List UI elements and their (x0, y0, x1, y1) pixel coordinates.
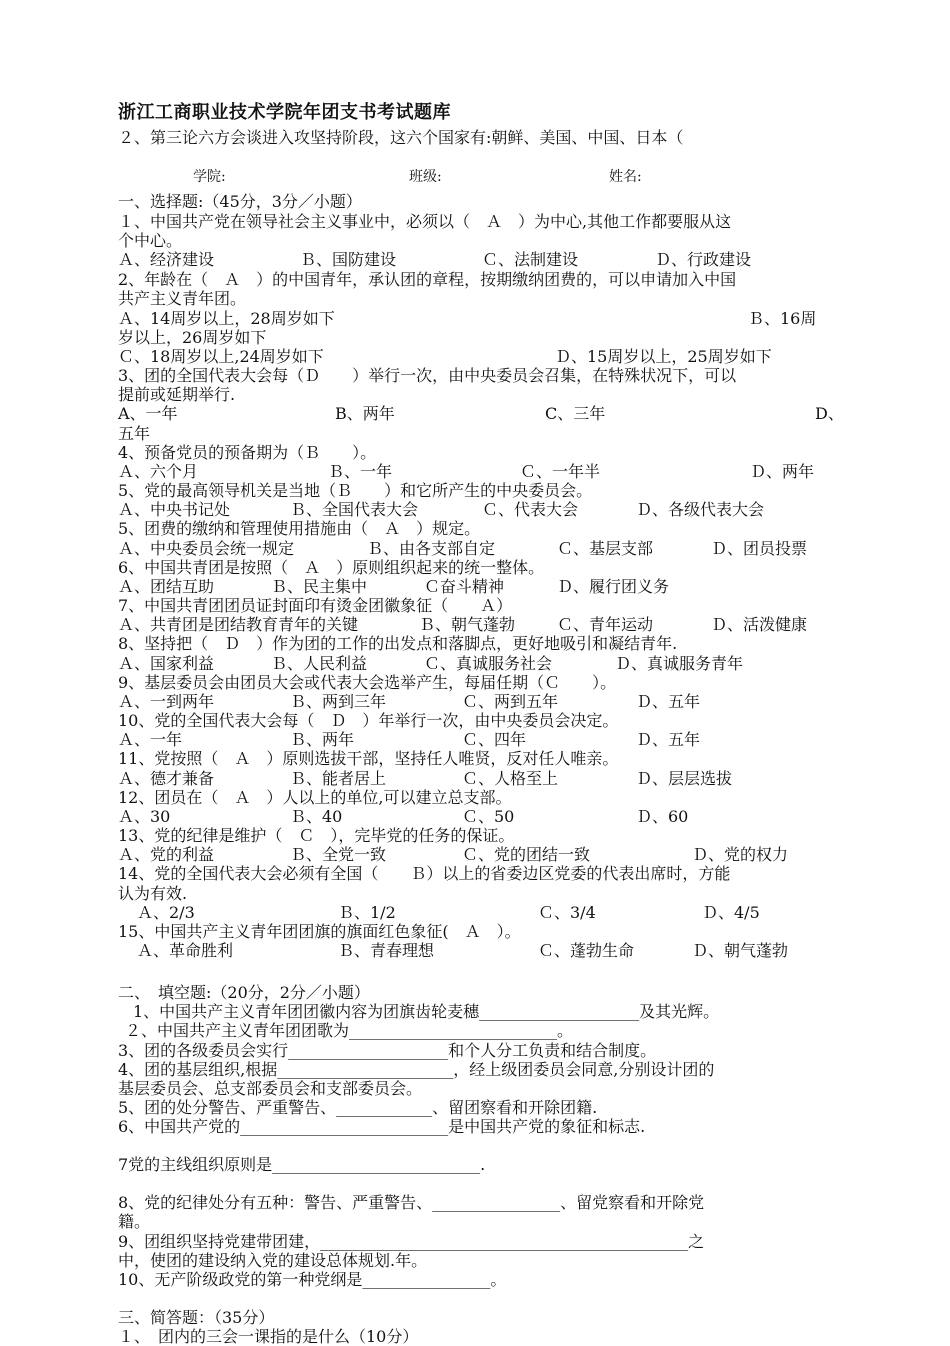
question-line: １、中国共产党在领导社会主义事业中，必须以（ Ａ ）为中心,其他工作都要服从这 (118, 212, 732, 231)
fill-blank-line: 6、中国共产党的__________________________是中国共产党的象征和标志. (118, 1117, 646, 1136)
answer-option: Ｂ、1/2 (338, 903, 396, 922)
answer-option: A、一年 (118, 404, 178, 423)
fill-blank-line: 籍。 (118, 1212, 151, 1231)
question-line: 3、团的全国代表大会每（Ｄ ）举行一次，由中央委员会召集，在特殊状况下，可以 (118, 366, 737, 385)
question-line: 13、党的纪律是维护（ Ｃ ），完毕党的任务的保证。 (118, 826, 515, 845)
question-line: 8、坚持把（ Ｄ ）作为团的工作的出发点和落脚点，更好地吸引和凝结青年. (118, 634, 678, 653)
question-line: 5、团费的缴纳和管理使用措施由（ Ａ ）规定。 (118, 519, 481, 538)
answer-option: Ｂ、国防建设 (300, 250, 397, 269)
answer-option: Ｂ、全党一致 (290, 845, 387, 864)
question-line: 15、中国共产主义青年团团旗的旗面红色象征( Ａ ）。 (118, 922, 521, 941)
fill-blank-line: 7党的主线组织原则是__________________________. (118, 1155, 486, 1174)
answer-option: 五年 (118, 424, 151, 443)
answer-option: Ｂ、两年 (290, 730, 355, 749)
answer-option: Ａ、六个月 (118, 462, 199, 481)
answer-option: Ｂ、16周 (748, 309, 817, 328)
answer-option: Ａ、30 (118, 807, 171, 826)
answer-option: Ｃ、青年运动 (557, 615, 654, 634)
answer-option: Ａ、14周岁以上，28周岁如下 (118, 309, 335, 328)
answer-option: Ｄ、各级代表大会 (636, 500, 765, 519)
answer-option: Ｄ、履行团义务 (557, 577, 670, 596)
section2-heading: 二、 填空题:（20分，2分／小题） (118, 983, 370, 1002)
fill-blank-line: 4、团的基层组织,根据______________________，经上级团委员会同意,分别设计团的 (118, 1060, 715, 1079)
answer-option: Ｄ、真诚服务青年 (615, 654, 744, 673)
question-line: 4、预备党员的预备期为（Ｂ ）。 (118, 443, 377, 462)
answer-option: Ｃ、真诚服务社会 (424, 654, 553, 673)
question-line: 7、中国共青团团员证封面印有烫金团徽象征（ Ａ） (118, 596, 513, 615)
answer-option: Ｃ、人格至上 (462, 769, 559, 788)
answer-option: Ａ、经济建设 (118, 250, 215, 269)
answer-option: Ｄ、五年 (636, 730, 701, 749)
answer-option: 岁以上，26周岁如下 (118, 328, 267, 347)
answer-option: Ａ、团结互助 (118, 577, 215, 596)
question-line: 10、党的全国代表大会每（ Ｄ ）年举行一次，由中央委员会决定。 (118, 711, 619, 730)
fill-blank-line: 3、团的各级委员会实行____________________和个人分工负责和结合制度。 (118, 1041, 657, 1060)
fill-blank-line: 基层委员会、总支部委员会和支部委员会。 (118, 1079, 423, 1098)
section1-heading: 一、选择题:（45分，3分／小题） (118, 192, 362, 211)
answer-option: Ｃ奋斗精神 (424, 577, 505, 596)
question-line: 5、党的最高领导机关是当地（Ｂ ）和它所产生的中央委员会。 (118, 481, 593, 500)
question-line: 12、团员在（ Ａ ）人以上的单位,可以建立总支部。 (118, 788, 512, 807)
fill-blank-line: 中，使团的建设纳入党的建设总体规划.年。 (118, 1251, 428, 1270)
answer-option: D、 (815, 404, 844, 423)
answer-option: Ｄ、层层选拔 (636, 769, 733, 788)
document-title: 浙江工商职业技术学院年团支书考试题库 (118, 102, 451, 123)
answer-option: Ａ、德才兼备 (118, 769, 215, 788)
question-line: 2、年龄在（ Ａ ）的中国青年，承认团的章程，按期缴纳团费的，可以申请加入中国 (118, 270, 737, 289)
answer-option: Ｃ、代表大会 (482, 500, 579, 519)
answer-option: Ｃ、3/4 (538, 903, 596, 922)
fill-blank-line: 5、团的处分警告、严重警告、____________、留团察看和开除团籍. (118, 1098, 598, 1117)
question-line: 共产主义青年团。 (118, 289, 247, 308)
question-line: 提前或延期举行. (118, 385, 236, 404)
fill-blank-line: 8、党的纪律处分有五种：警告、严重警告、________________、留党察看和开除党 (118, 1193, 705, 1212)
answer-option: Ｂ、一年 (328, 462, 393, 481)
answer-option: Ｄ、活泼健康 (711, 615, 808, 634)
answer-option: Ａ、共青团是团结教育青年的关键 (118, 615, 359, 634)
answer-option: Ａ、中央书记处 (118, 500, 231, 519)
answer-option: Ｄ、党的权力 (692, 845, 789, 864)
college-field-label: 学院: (193, 169, 226, 185)
answer-option: Ｃ、50 (462, 807, 515, 826)
answer-option: Ｂ、40 (290, 807, 343, 826)
answer-option: Ｄ、朝气蓬勃 (692, 941, 789, 960)
answer-option: Ｄ、15周岁以上，25周岁如下 (555, 347, 772, 366)
question-line: 个中心。 (118, 231, 183, 250)
answer-option: Ｃ、党的团结一致 (462, 845, 591, 864)
answer-option: Ｂ、全国代表大会 (290, 500, 419, 519)
answer-option: Ｂ、民主集中 (271, 577, 368, 596)
answer-option: Ｂ、人民利益 (271, 654, 368, 673)
answer-option: Ｃ、四年 (462, 730, 527, 749)
answer-option: Ｃ、18周岁以上,24周岁如下 (118, 347, 324, 366)
answer-option: Ａ、一到两年 (118, 692, 215, 711)
answer-option: Ａ、2/3 (137, 903, 195, 922)
question-line: 认为有效. (118, 884, 188, 903)
answer-option: Ｄ、4/5 (702, 903, 760, 922)
answer-option: Ｃ、蓬勃生命 (538, 941, 635, 960)
answer-option: Ａ、党的利益 (118, 845, 215, 864)
question-line: 6、中国共青团是按照（ Ａ ）原则组织起来的统一整体。 (118, 558, 545, 577)
answer-option: Ｄ、行政建设 (655, 250, 752, 269)
fill-blank-line: 1、中国共产主义青年团团徽内容为团旗齿轮麦穗____________________及其光辉。 (133, 1002, 720, 1021)
question-line: 11、党按照（ Ａ ）原则选拔干部，坚持任人唯贤，反对任人唯亲。 (118, 749, 619, 768)
class-field-label: 班级: (409, 169, 442, 185)
answer-option: Ａ、一年 (118, 730, 183, 749)
answer-option: Ａ、革命胜利 (137, 941, 234, 960)
answer-option: Ｂ、青春理想 (338, 941, 435, 960)
question-line: 14、党的全国代表大会必须有全国（ Ｂ）以上的省委边区党委的代表出席时，方能 (118, 864, 731, 883)
answer-option: Ｃ、两到五年 (462, 692, 559, 711)
question-line: 9、基层委员会由团员大会或代表大会选举产生，每届任期（Ｃ ）。 (118, 673, 617, 692)
answer-option: Ｂ、由各支部自定 (367, 539, 496, 558)
answer-option: Ｄ、五年 (636, 692, 701, 711)
fill-blank-line: 9、团组织坚持党建带团建，______________________________________________之 (118, 1232, 705, 1251)
answer-option: Ｂ、能者居上 (290, 769, 387, 788)
answer-option: Ｄ、60 (636, 807, 689, 826)
answer-option: Ｄ、团员投票 (711, 539, 808, 558)
answer-option: Ｂ、朝气蓬勃 (419, 615, 516, 634)
name-field-label: 姓名: (609, 169, 642, 185)
answer-option: Ｄ、两年 (750, 462, 815, 481)
answer-option: Ａ、中央委员会统一规定 (118, 539, 295, 558)
fill-blank-line: 10、无产阶级政党的第一种党纲是________________。 (118, 1270, 507, 1289)
section3-heading: 三、简答题：（35分） (118, 1308, 275, 1327)
fill-blank-line: ２、中国共产主义青年团团歌为__________________________。 (125, 1021, 574, 1040)
answer-option: Ｃ、基层支部 (557, 539, 654, 558)
answer-option: Ｂ、两到三年 (290, 692, 387, 711)
answer-option: B、两年 (335, 404, 395, 423)
answer-option: C、三年 (545, 404, 606, 423)
answer-option: Ａ、国家利益 (118, 654, 215, 673)
short-answer-question: １、 团内的三会一课指的是什么（10分） (118, 1327, 419, 1346)
intro-question: ２、第三论六方会谈进入攻坚持阶段，这六个国家有:朝鲜、美国、中国、日本（ (118, 128, 684, 147)
answer-option: Ｃ、一年半 (520, 462, 601, 481)
answer-option: Ｃ、法制建设 (482, 250, 579, 269)
